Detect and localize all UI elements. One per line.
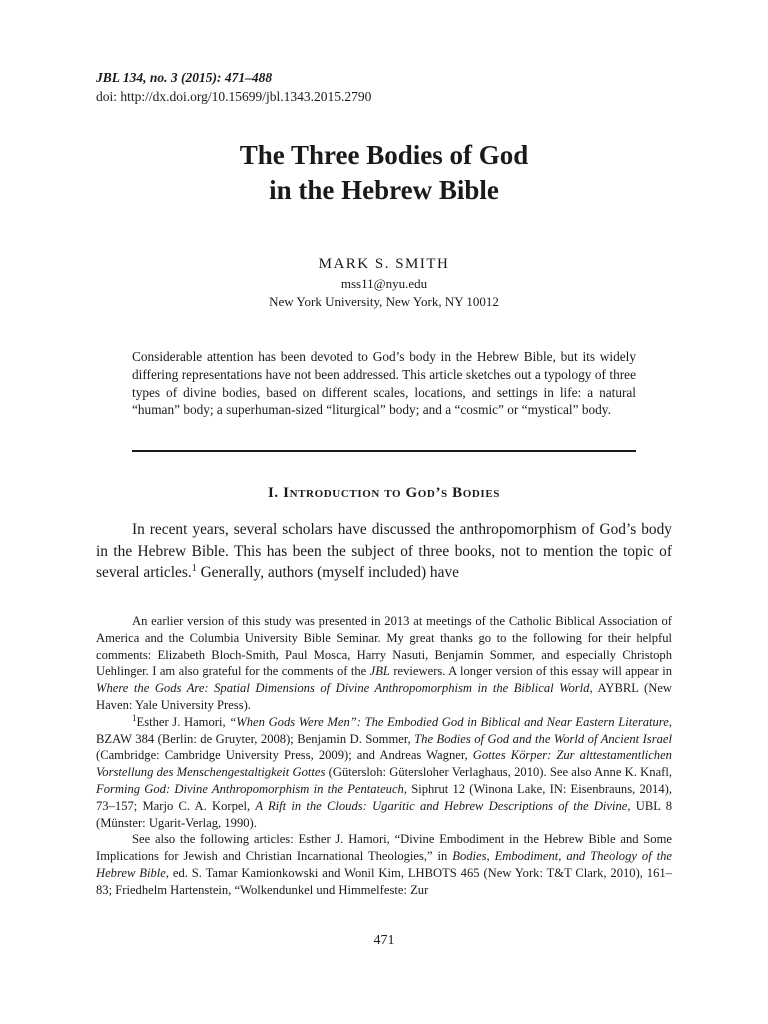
abstract-divider: [132, 450, 636, 452]
note-text: , UBL 8 (Münster: Ugarit-Verlag, 1990).: [96, 798, 672, 830]
author-email[interactable]: mss11@nyu.edu: [340, 276, 428, 291]
note-text: Esther J. Hamori,: [136, 714, 230, 729]
note-italic: The Bodies of God and the World of Ancient Israel: [414, 731, 672, 746]
note-text: An earlier version of this study was presented in 2013 at meetings of the Catholic Biblical Association of America and the Columbia University Bible Seminar. My great thanks go to the following for their helpful comments: Elizabeth Bloch-Smith, Paul Mosca, Harry Nasuti, Benjamin Sommer, and especially Christoph Uehlinger. I am also grateful for the comments of the: [96, 614, 672, 679]
note-text: See also the following articles: Esther J. Hamori, “Divine Embodiment in the Hebrew Bible and Some Implications for Jewish and Christian Incarnational Theologies,” in: [96, 832, 672, 864]
body-paragraph: [96, 519, 672, 584]
note-italic: Bodies, Embodiment, and Theology of the Hebrew Bible: [96, 849, 672, 880]
acknowledgment-note: [96, 613, 672, 714]
note-italic: Forming God: Divine Anthropomorphism in the Pentateuch: [96, 781, 404, 796]
note-italic: Gottes Körper: Zur alttestamentlichen Vorstellung des Menschengestaltigkeit Gottes: [96, 748, 672, 780]
note-text: AYBRL (New Haven: Yale University Press).: [96, 681, 673, 712]
doi-line[interactable]: doi: http://dx.doi.org/10.15699/jbl.1343.2015.2790: [96, 89, 372, 104]
footnote-ref-1[interactable]: 1: [191, 562, 197, 574]
page-number: 471: [373, 933, 395, 948]
footnote-1-continued: [96, 831, 672, 898]
footnotes: [96, 613, 672, 899]
note-italic: A Rift in the Clouds: Ugaritic and Hebrew Descriptions of the Divine: [255, 798, 628, 813]
section-heading: I. Introduction to God’s Bodies: [268, 485, 500, 501]
footnote-number: 1: [132, 712, 137, 723]
title-line-2: in the Hebrew Bible: [269, 175, 499, 205]
body-text-start: In recent years, several scholars have discussed the anthropomorphism of God’s body in the Hebrew Bible. This has been the subject of three books, not to mention the topic of several articles.: [96, 521, 672, 581]
article-title: [0, 138, 768, 208]
note-text: (Gütersloh: Gütersloher Verlaghaus, 2010). See also Anne K. Knafl,: [325, 765, 673, 780]
body-text-end: Generally, authors (myself included) have: [196, 564, 459, 581]
title-line-1: The Three Bodies of God: [239, 140, 529, 170]
note-text: , ed. S. Tamar Kamionkowski and Wonil Kim, LHBOTS 465 (New York: T&T Clark, 2010), 161–83; Friedhelm Hartenstein, “Wolkendunkel und Himmelfeste: Zur: [96, 865, 672, 897]
note-text: reviewers. A longer version of this essay will appear in: [389, 664, 672, 679]
note-text: , Siphrut 12 (Winona Lake, IN: Eisenbrauns, 2014), 73–157; Marjo C. A. Korpel,: [96, 781, 672, 813]
note-italic: “When Gods Were Men”: The Embodied God in Biblical and Near Eastern Literature: [229, 714, 669, 729]
note-text: (Cambridge: Cambridge University Press, 2009); and Andreas Wagner,: [96, 748, 473, 763]
note-text: , BZAW 384 (Berlin: de Gruyter, 2008); Benjamin D. Sommer,: [96, 714, 672, 746]
author-name: MARK S. SMITH: [318, 256, 450, 272]
journal-citation: JBL 134, no. 3 (2015): 471–488: [96, 70, 273, 85]
note-italic: Where the Gods Are: Spatial Dimensions of Divine Anthropomorphism in the Biblical World,: [96, 681, 593, 696]
note-italic: JBL: [369, 664, 390, 679]
author-affiliation: New York University, New York, NY 10012: [269, 294, 499, 309]
abstract: Considerable attention has been devoted to God’s body in the Hebrew Bible, but its widely differing representations have not been addressed. This article sketches out a typology of three types of divine bodies, based on different scales, locations, and settings in life: a natural “human” body; a superhuman-sized “liturgical” body; and a “cosmic” or “mystical” body.: [132, 349, 636, 418]
journal-header: [96, 68, 371, 106]
footnote-1: [96, 714, 672, 832]
